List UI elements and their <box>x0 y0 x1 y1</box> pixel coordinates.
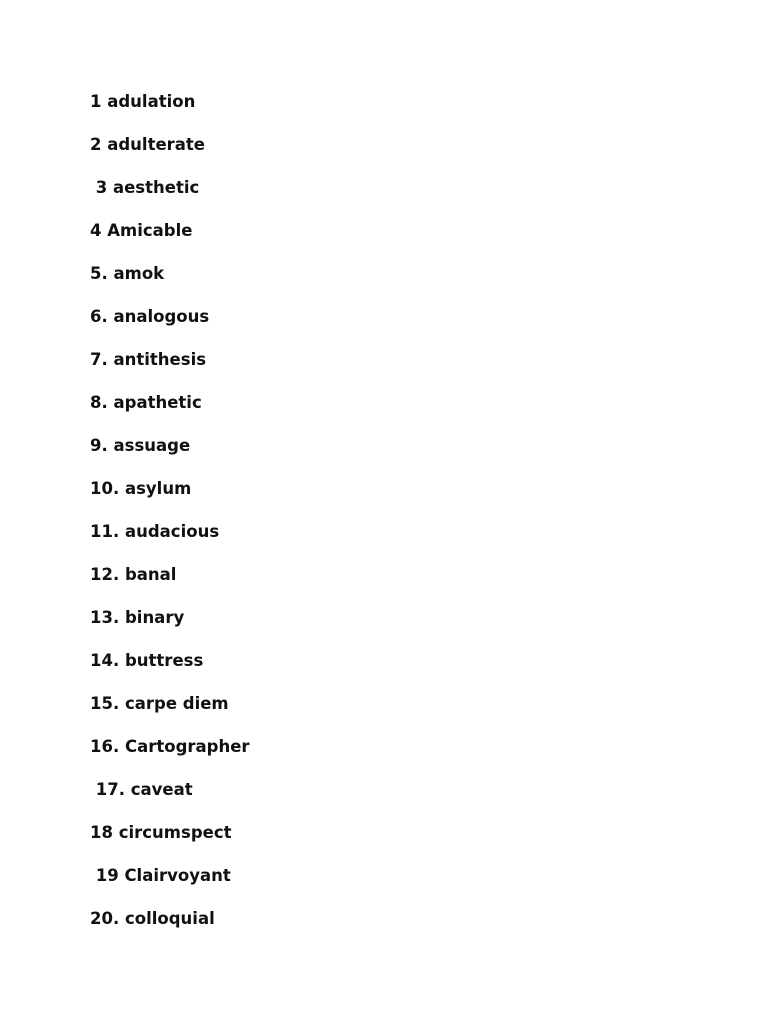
list-item: 4 Amicable <box>90 221 193 240</box>
list-item: 17. caveat <box>90 780 193 799</box>
list-item: 3 aesthetic <box>90 178 200 197</box>
list-item: 11. audacious <box>90 522 220 541</box>
list-item: 18 circumspect <box>90 823 232 842</box>
list-item: 20. colloquial <box>90 909 215 928</box>
list-item: 12. banal <box>90 565 177 584</box>
vocabulary-list <box>90 91 250 951</box>
list-item: 8. apathetic <box>90 393 202 412</box>
list-item: 2 adulterate <box>90 135 206 154</box>
list-item: 10. asylum <box>90 479 192 498</box>
list-item: 15. carpe diem <box>90 694 229 713</box>
list-item: 19 Clairvoyant <box>90 866 231 885</box>
list-item: 6. analogous <box>90 307 210 326</box>
list-item: 7. antithesis <box>90 350 207 369</box>
list-item: 5. amok <box>90 264 165 283</box>
list-item: 14. buttress <box>90 651 204 670</box>
list-item: 16. Cartographer <box>90 737 250 756</box>
list-item: 13. binary <box>90 608 185 627</box>
list-item: 1 adulation <box>90 92 196 111</box>
list-item: 9. assuage <box>90 436 191 455</box>
